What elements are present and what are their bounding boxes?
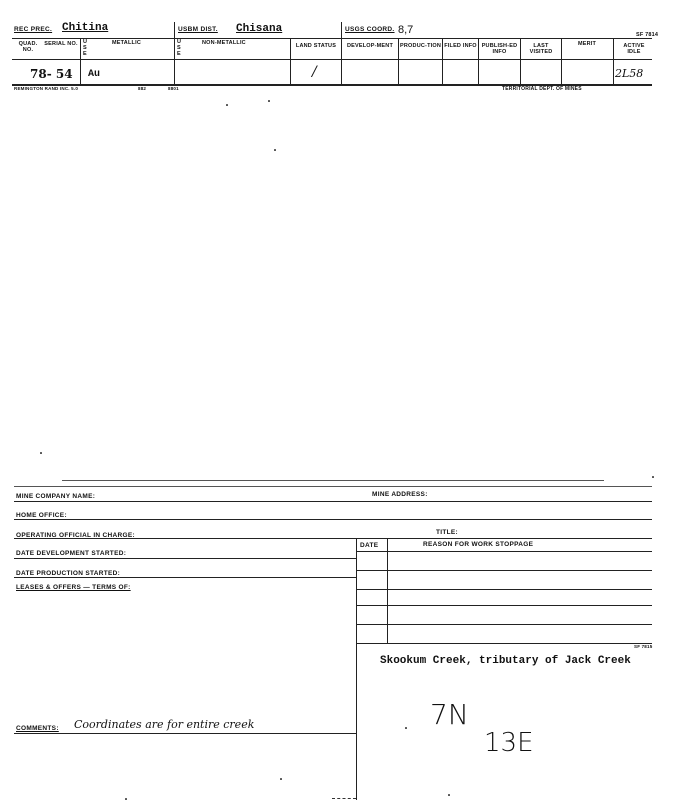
printer-code-1: 882 [138, 86, 147, 91]
date-column-header: DATE [360, 542, 379, 549]
home-office-label: HOME OFFICE: [16, 512, 67, 519]
range-value: 13E [484, 728, 534, 758]
township-value: 7N [430, 698, 469, 731]
printer-mark: REMINGTON RAND INC. 5.0 [14, 86, 79, 91]
form-code-bottom: SF 7815 [634, 644, 653, 649]
leases-offers-label: LEASES & OFFERS — TERMS OF: [16, 584, 131, 591]
printer-code-2: 8801 [168, 86, 179, 91]
col-published-info: PUBLISH-ED INFO [481, 43, 518, 55]
date-development-label: DATE DEVELOPMENT STARTED: [16, 550, 127, 557]
title-label: TITLE: [436, 529, 459, 536]
col-non-metallic: NON-METALLIC [202, 40, 246, 46]
comments-value: Coordinates are for entire creek [74, 718, 255, 731]
col-metallic: METALLIC [112, 40, 141, 46]
date-production-label: DATE PRODUCTION STARTED: [16, 570, 121, 577]
col-production: PRODUC-TION [400, 43, 442, 49]
rec-prec-value: Chitina [62, 22, 109, 34]
location-text: Skookum Creek, tributary of Jack Creek [380, 655, 631, 667]
record-active-idle: 2L58 [615, 67, 644, 80]
col-land-status: LAND STATUS [295, 43, 337, 49]
rec-prec-label: REC PREC. [14, 26, 53, 33]
reason-column-header: REASON FOR WORK STOPPAGE [423, 541, 534, 548]
comments-label: COMMENTS: [16, 725, 59, 732]
col-quad-no: QUAD. NO. [18, 41, 38, 53]
mine-address-label: MINE ADDRESS: [372, 491, 428, 498]
record-quad-serial: 78- 54 [30, 67, 73, 81]
record-metallic: Au [88, 69, 101, 80]
col-development: DEVELOP-MENT [346, 43, 394, 49]
col-merit: MERIT [577, 41, 597, 47]
col-active-idle: ACTIVE IDLE [623, 43, 645, 55]
usbm-dist-value: Chisana [236, 23, 283, 35]
usgs-coord-label: USGS COORD. [345, 26, 395, 33]
col-use-nonmetallic: U S E [177, 39, 182, 57]
operating-official-label: OPERATING OFFICIAL IN CHARGE: [16, 532, 135, 539]
department-label: TERRITORIAL DEPT. OF MINES [502, 86, 582, 92]
mine-company-name-label: MINE COMPANY NAME: [16, 493, 96, 500]
col-use-metallic: U S E [83, 39, 88, 57]
usbm-dist-label: USBM DIST. [178, 26, 218, 33]
form-code-top: SF 7814 [636, 32, 659, 38]
col-serial-no: SERIAL NO. [44, 41, 78, 47]
col-last-visited: LAST VISITED [529, 43, 553, 55]
col-filed-info: FILED INFO [444, 43, 477, 49]
usgs-coord-value: 8,7 [398, 24, 414, 36]
record-land-status: / [312, 64, 317, 80]
